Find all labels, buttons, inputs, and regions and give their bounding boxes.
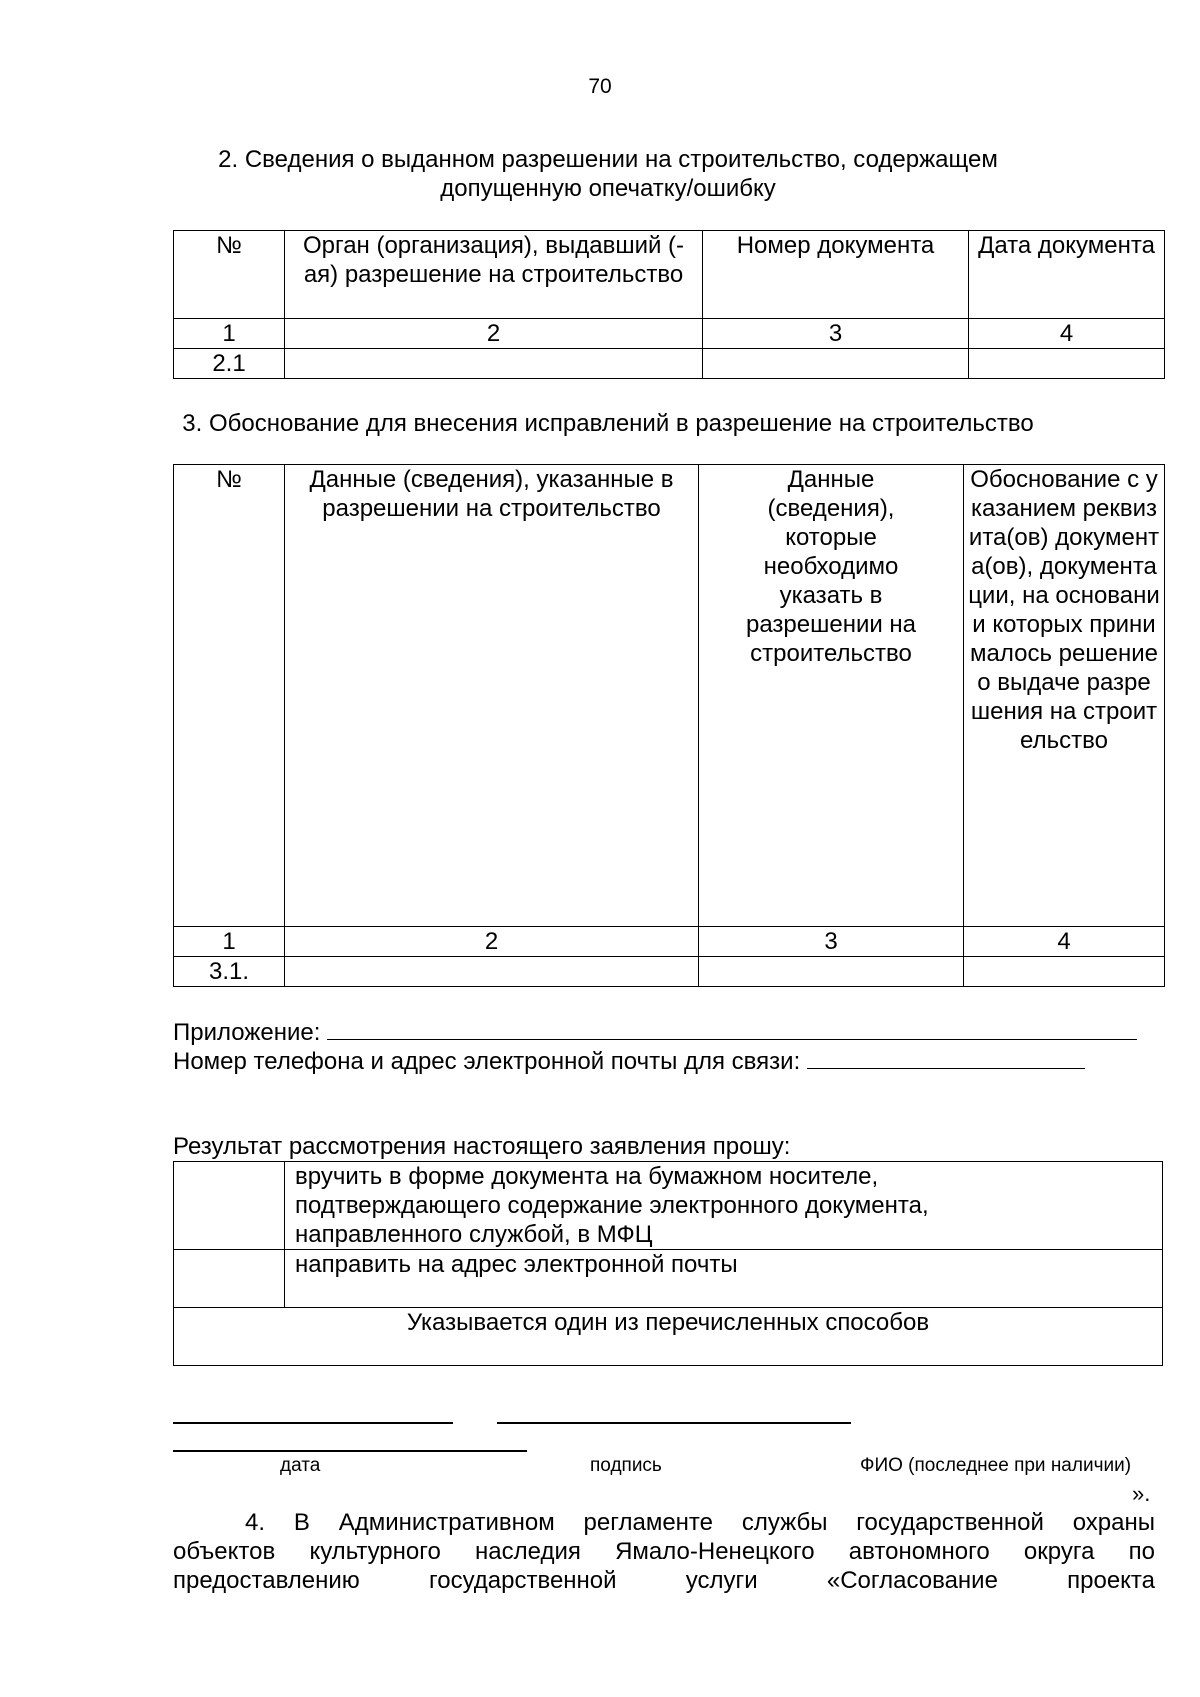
section2-header-no: №	[174, 231, 285, 319]
contact-line	[173, 1046, 1085, 1076]
section3-col-number: 4	[964, 927, 1165, 957]
section3-number-row	[174, 927, 1165, 957]
result-option1-checkbox[interactable]	[174, 1162, 285, 1250]
section3-row-label: 3.1.	[174, 957, 285, 987]
section3-header-justification: Обоснование с указанием реквизита(ов) документа(ов), документации, на основании которых принималось решение о выдаче разрешения на строительство	[964, 465, 1165, 927]
contact-label: Номер телефона и адрес электронной почты для связи:	[173, 1048, 801, 1075]
section2-cell-doc-number[interactable]	[703, 349, 969, 379]
section3-cell-current-data[interactable]	[285, 957, 699, 987]
section3-header-current-data: Данные (сведения), указанные в разрешении на строительство	[285, 465, 699, 927]
section2-title-line2: допущенную опечатку/ошибку	[440, 175, 776, 202]
section3-data-row	[174, 957, 1165, 987]
result-option2-checkbox[interactable]	[174, 1250, 285, 1308]
result-note-row	[174, 1308, 1163, 1366]
paragraph4-line2: объектов культурного наследия Ямало-Ненецкого автономного округа по	[173, 1538, 1155, 1565]
section2-cell-organ[interactable]	[285, 349, 703, 379]
result-title: Результат рассмотрения настоящего заявления прошу:	[173, 1133, 791, 1160]
sign-label: подпись	[590, 1455, 662, 1476]
result-note: Указывается один из перечисленных способов	[174, 1308, 1163, 1366]
section2-title-line1: 2. Сведения о выданном разрешении на строительство, содержащем	[218, 146, 998, 173]
section2-header-doc-number: Номер документа	[703, 231, 969, 319]
closing-quote: ».	[1132, 1481, 1151, 1506]
section2-col-number: 1	[174, 319, 285, 349]
signature-line-1[interactable]	[173, 1422, 453, 1424]
section2-col-number: 3	[703, 319, 969, 349]
section3-header-row	[174, 465, 1165, 927]
section3-col-number: 1	[174, 927, 285, 957]
result-option1-text: вручить в форме документа на бумажном носителе, подтверждающего содержание электронного документа, направленного службой, в МФЦ	[285, 1162, 1163, 1250]
attachment-field[interactable]	[327, 1017, 1137, 1040]
section2-col-number: 2	[285, 319, 703, 349]
section2-header-row	[174, 231, 1165, 319]
section2-data-row	[174, 349, 1165, 379]
result-option1-row	[174, 1162, 1163, 1250]
contact-field[interactable]	[807, 1046, 1085, 1069]
section2-cell-doc-date[interactable]	[969, 349, 1165, 379]
attachment-line	[173, 1017, 1137, 1047]
section2-col-number: 4	[969, 319, 1165, 349]
section2-header-doc-date: Дата документа	[969, 231, 1165, 319]
page-number: 70	[588, 75, 612, 98]
section2-table	[173, 230, 1165, 379]
section3-col-number: 3	[699, 927, 964, 957]
section2-title	[0, 145, 1200, 203]
section3-col-number: 2	[285, 927, 699, 957]
result-option2-row	[174, 1250, 1163, 1308]
section3-cell-justification[interactable]	[964, 957, 1165, 987]
section2-row-label: 2.1	[174, 349, 285, 379]
section2-number-row	[174, 319, 1165, 349]
section3-cell-required-data[interactable]	[699, 957, 964, 987]
section3-table	[173, 464, 1165, 987]
signature-line-3[interactable]	[173, 1450, 527, 1452]
section3-header-required-data: Данные (сведения), которые необходимо указать в разрешении на строительство	[699, 465, 964, 927]
attachment-label: Приложение:	[173, 1019, 321, 1046]
name-label: ФИО (последнее при наличии)	[860, 1455, 1132, 1476]
section3-header-no: №	[174, 465, 285, 927]
section2-header-organ: Орган (организация), выдавший (-ая) разрешение на строительство	[285, 231, 703, 319]
result-table	[173, 1161, 1163, 1366]
signature-line-2[interactable]	[497, 1422, 851, 1424]
paragraph4-line3: предоставлению государственной услуги «Согласование проекта	[173, 1567, 1155, 1594]
paragraph4-line1: 4. В Административном регламенте службы государственной охраны	[245, 1509, 1155, 1536]
result-option2-text: направить на адрес электронной почты	[285, 1250, 1163, 1308]
section3-title: 3. Обоснование для внесения исправлений в разрешение на строительство	[182, 410, 1034, 437]
date-label: дата	[280, 1455, 321, 1476]
